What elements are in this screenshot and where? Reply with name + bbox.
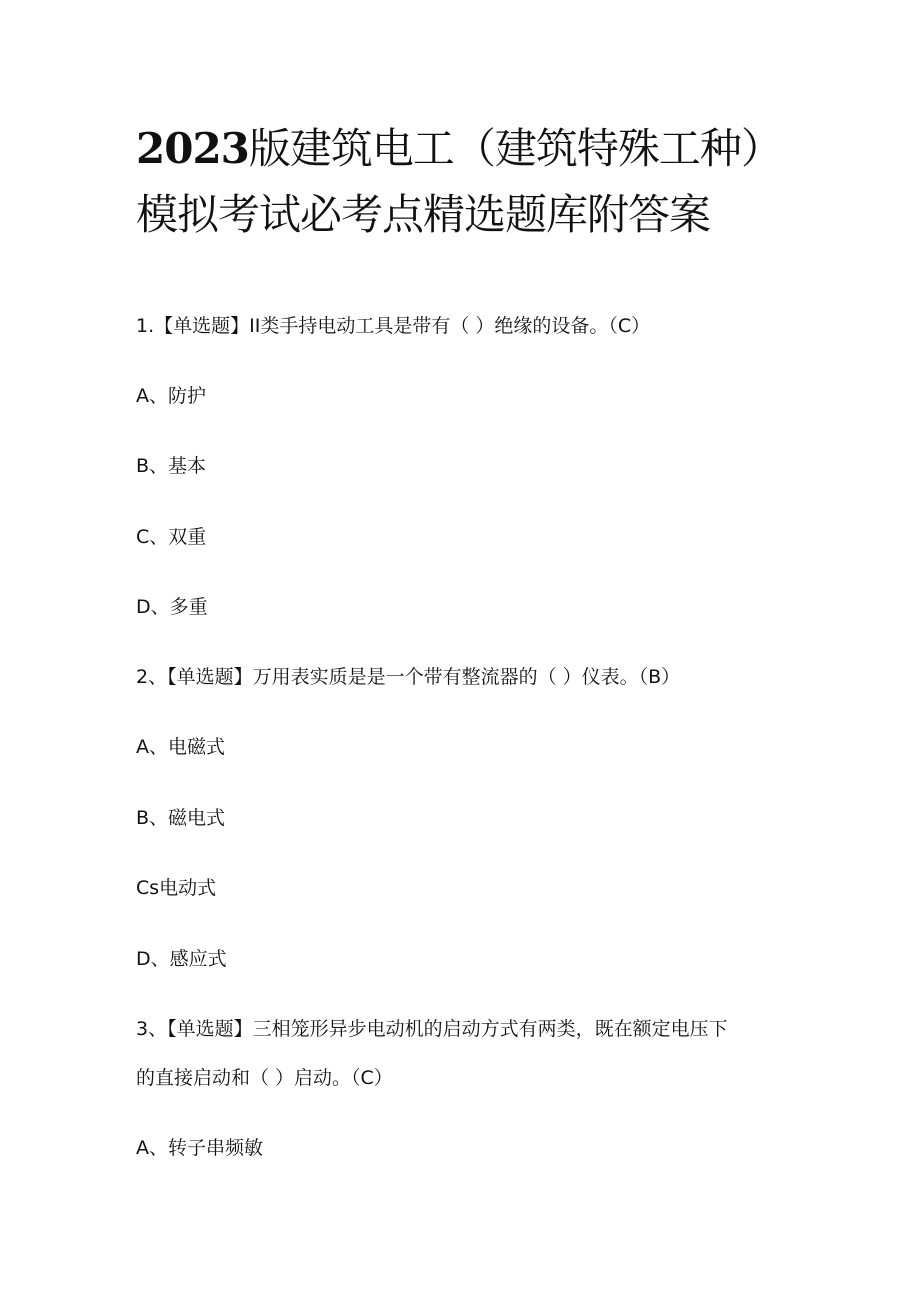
- question-3-stem-line-2: 的直接启动和（ ）启动。（C）: [136, 1067, 393, 1089]
- question-2-stem: 2、【单选题】万用表实质是是一个带有整流器的（ ）仪表。（B）: [136, 666, 681, 688]
- question-3-stem-line-1: 3、【单选题】三相笼形异步电动机的启动方式有两类，既在额定电压下: [136, 1018, 728, 1040]
- question-2-option-a: A、电磁式: [136, 736, 225, 758]
- question-1-option-b: B、基本: [136, 455, 207, 477]
- question-1-option-a: A、防护: [136, 385, 206, 407]
- question-1-stem: 1.【单选题】II类手持电动工具是带有（ ）绝缘的设备。（C）: [136, 315, 651, 337]
- question-2-option-c: Cs电动式: [136, 877, 217, 899]
- question-2-option-b: B、磁电式: [136, 807, 226, 829]
- question-3-option-a: A、转子串频敏: [136, 1137, 263, 1159]
- title-year: 2023: [136, 124, 249, 173]
- document-title-line-2: 模拟考试必考点精选题库附答案: [136, 190, 711, 239]
- question-2-option-d: D、感应式: [136, 948, 227, 970]
- title-line-1-text: 版建筑电工（建筑特殊工种）: [248, 124, 782, 173]
- document-title-line-1: [136, 124, 836, 173]
- question-1-option-c: C、双重: [136, 526, 207, 548]
- question-1-option-d: D、多重: [136, 596, 208, 618]
